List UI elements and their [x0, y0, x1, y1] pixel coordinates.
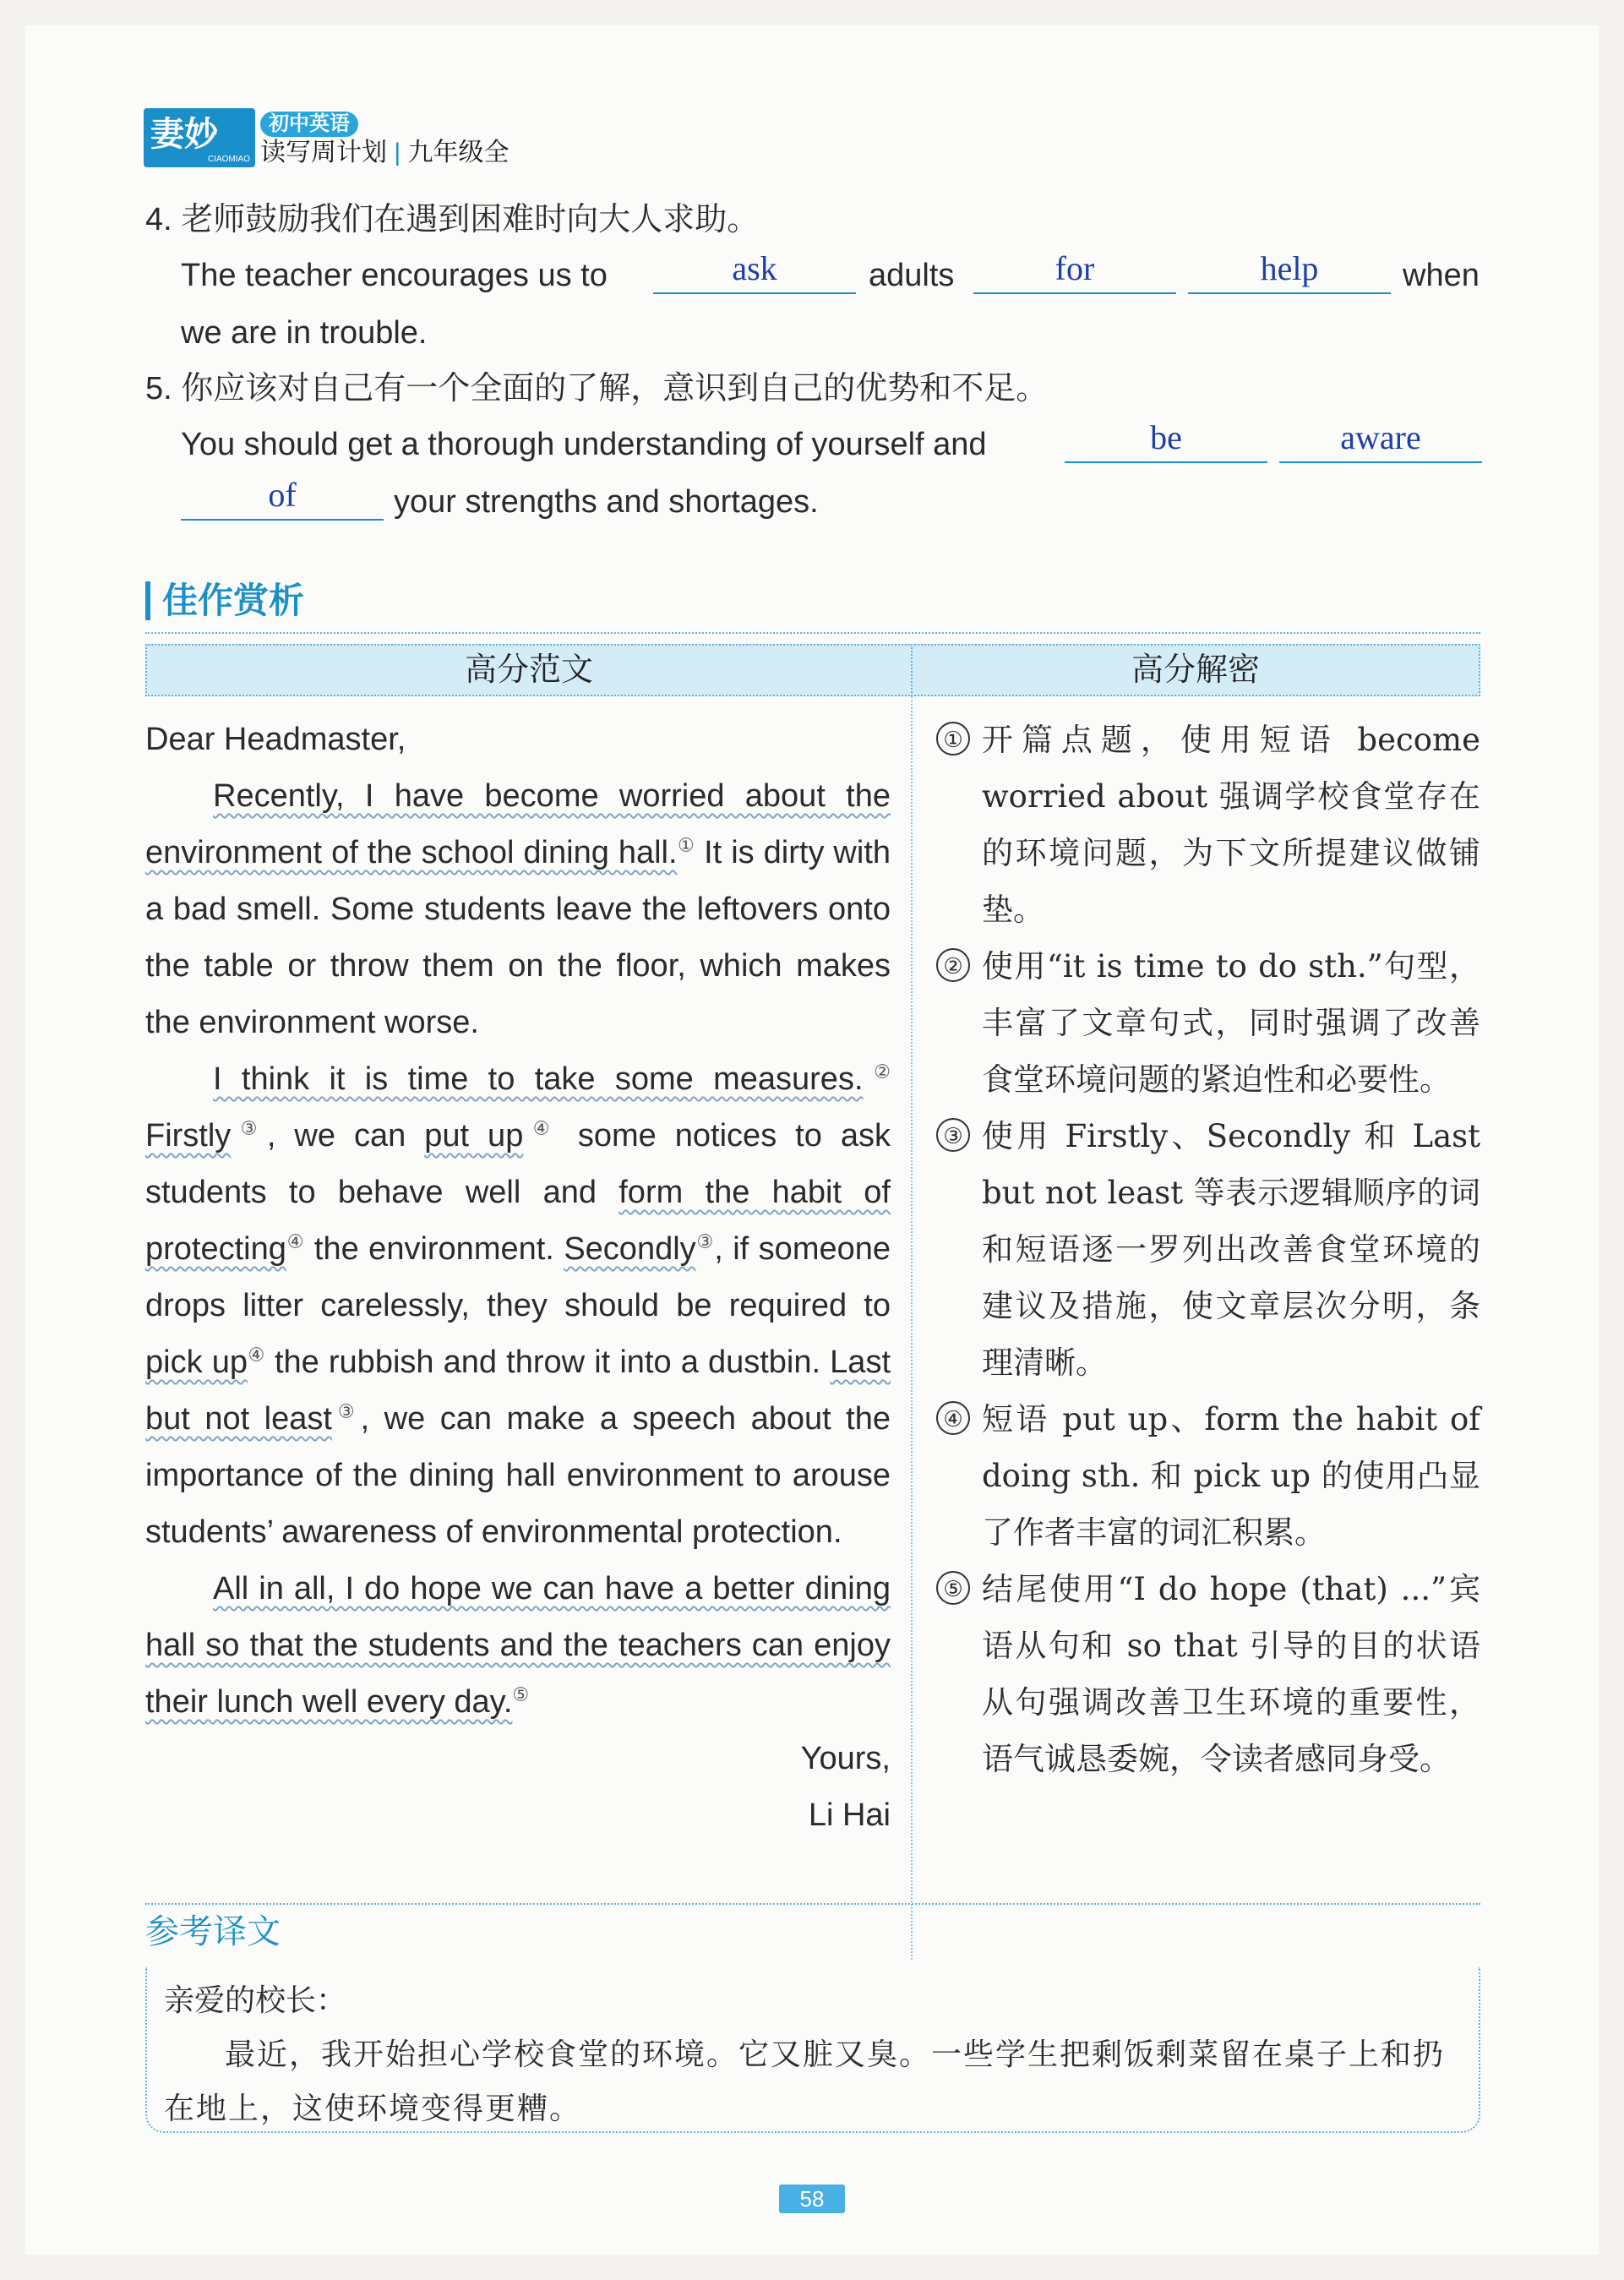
column-header-essay: 高分范文: [145, 644, 913, 696]
analysis-note: [936, 712, 1480, 938]
note-number: ①: [936, 722, 970, 755]
note-number: ③: [936, 1118, 970, 1152]
exercise-5-blank-1[interactable]: be: [1065, 421, 1267, 463]
note-text: 使用“it is time to do sth.”句型，丰富了文章句式，同时强调了改善食堂环境问题的紧迫性和必要性。: [982, 948, 1480, 1098]
subject-badge: 初中英语: [260, 112, 358, 137]
essay-text: the environment.: [304, 1231, 564, 1267]
analysis-note: [936, 1108, 1480, 1391]
exercise-4-prompt: 4. 老师鼓励我们在遇到困难时向大人求助。: [145, 202, 760, 237]
note-text: 结尾使用“I do hope (that) ...”宾语从句和 so that 引导的目的状语从句强调改善卫生环境的重要性，语气诚恳委婉，令读者感同身受。: [982, 1571, 1480, 1777]
essay-mark: ③: [331, 1400, 361, 1422]
essay-mark: ④: [523, 1117, 559, 1139]
essay-highlight: pick up: [145, 1345, 248, 1380]
essay-text: It is dirty with a bad smell. Some students leave the leftovers onto the table or throw them on the floor, which makes the environment worse.: [145, 835, 891, 1040]
exercise-4-blank-1[interactable]: ask: [653, 252, 856, 294]
essay-mark: ③: [231, 1117, 267, 1139]
exercise-4-blank-2[interactable]: for: [973, 252, 1176, 294]
essay-mark: ①: [677, 834, 695, 856]
exercise-5-blank-3[interactable]: of: [181, 478, 384, 521]
exercise-4-text-a: The teacher encourages us to: [181, 258, 608, 293]
essay-mark: ④: [247, 1344, 265, 1366]
essay-mark: ②: [863, 1061, 891, 1083]
table-bottom-rule: [145, 1903, 1480, 1905]
translation-box: [145, 1967, 1480, 2133]
essay-paragraph-2: [145, 1051, 891, 1561]
note-text: 使用 Firstly、Secondly 和 Last but not least 等表示逻辑顺序的词和短语逐一罗列出改善食堂环境的建议及措施，使文章层次分明，条理清晰。: [982, 1118, 1480, 1381]
translation-title: 参考译文: [145, 1913, 281, 1950]
essay-mark: ④: [286, 1230, 305, 1252]
analysis-note: [936, 1561, 1480, 1787]
essay-greeting: Dear Headmaster,: [145, 722, 406, 757]
note-text: 短语 put up、form the habit of doing sth. 和 pick up 的使用凸显了作者丰富的词汇积累。: [982, 1401, 1480, 1551]
essay-paragraph-3: [145, 1561, 891, 1731]
analysis-note: [936, 1391, 1480, 1561]
exercise-5-text-a: You should get a thorough understanding of yourself and: [181, 427, 987, 462]
exercise-4-blank-3[interactable]: help: [1188, 252, 1391, 294]
essay-paragraph-1: [145, 768, 891, 1051]
column-divider: [911, 696, 913, 1960]
exercise-5-blank-2[interactable]: aware: [1279, 421, 1482, 463]
exercise-4-text-d: we are in trouble.: [181, 315, 428, 351]
essay-highlight: form the habit of protecting: [145, 1175, 891, 1267]
essay-signature: Li Hai: [808, 1797, 891, 1833]
series-logo: [144, 108, 510, 167]
exercise-5-prompt: 5. 你应该对自己有一个全面的了解，意识到自己的优势和不足。: [145, 371, 1049, 406]
exercise-4-text-c: when: [1403, 258, 1480, 293]
note-text: 开篇点题，使用短语 become worried about 强调学校食堂存在的环境问题，为下文所提建议做铺垫。: [982, 722, 1480, 928]
essay-text: , if someone drops litter carelessly, they should be required to: [145, 1231, 891, 1323]
page-number: 58: [779, 2185, 845, 2213]
note-number: ⑤: [936, 1571, 970, 1605]
essay-highlight: All in all, I do hope we can have a better dining hall so that the students and the teachers can enjoy their lunch well every day.: [145, 1571, 891, 1720]
essay-highlight: I think it is time to take some measures.: [213, 1061, 864, 1097]
analysis-notes: [936, 712, 1480, 1787]
model-essay-table: [145, 644, 1480, 1903]
essay-highlight: Firstly: [145, 1118, 232, 1154]
essay-text: some notices to ask students to behave well and: [145, 1118, 891, 1210]
essay-highlight: put up: [424, 1118, 524, 1154]
essay-text: , we can: [266, 1118, 425, 1154]
exercise-4-text-b: adults: [869, 258, 955, 293]
translation-greeting: 亲爱的校长：: [164, 1983, 347, 2018]
section-title: 佳作赏析: [145, 581, 304, 620]
section-divider: [145, 632, 1480, 634]
brand-mark: 妻妙 CIAOMIAO: [144, 108, 255, 167]
essay-highlight: Recently, I have become worried about the environment of the school dining hall.: [145, 778, 891, 870]
essay-mark: ③: [695, 1230, 715, 1252]
note-number: ④: [936, 1401, 970, 1435]
column-header-analysis: 高分解密: [911, 644, 1480, 696]
translation-body: 最近，我开始担心学校食堂的环境。它又脏又臭。一些学生把剩饭剩菜留在桌子上和扔在地上，这使环境变得更糟。: [164, 2037, 1446, 2126]
essay-mark: ⑤: [512, 1683, 530, 1705]
note-number: ②: [936, 948, 970, 982]
essay-closing: Yours,: [800, 1741, 891, 1776]
essay-highlight: Secondly: [564, 1231, 696, 1267]
essay-text: the rubbish and throw it into a dustbin.: [264, 1345, 831, 1380]
analysis-note: [936, 938, 1480, 1108]
essay-highlight: Last but not least: [145, 1345, 891, 1437]
model-essay: [145, 712, 891, 1844]
series-title: 读写周计划 | 九年级全: [260, 139, 510, 166]
exercise-5-text-b: your strengths and shortages.: [394, 484, 819, 520]
essay-text: , we can make a speech about the importance of the dining hall environment to arouse students’ awareness of environmental protection.: [145, 1401, 891, 1550]
